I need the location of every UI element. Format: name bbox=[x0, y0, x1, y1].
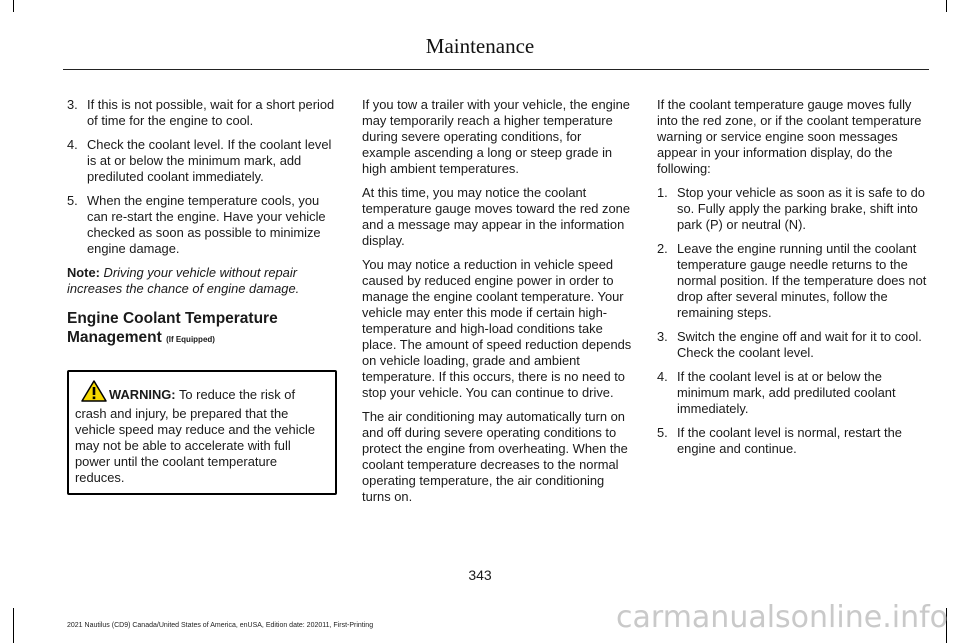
paragraph: The air conditioning may automatically turn on and off during severe operating conditions to protect the engine from overheating. When the coolant temperature decreases to the normal operating temperature, the air conditioning turns on. bbox=[362, 409, 628, 504]
step-text: If the coolant level is normal, restart the engine and continue. bbox=[677, 425, 902, 456]
step-number: 4. bbox=[67, 137, 78, 152]
step-text: If the coolant level is at or below the minimum mark, add prediluted coolant immediately. bbox=[677, 369, 896, 416]
page-title: Maintenance bbox=[425, 34, 535, 58]
intro-paragraph: If the coolant temperature gauge moves fully into the red zone, or if the coolant temperature warning or service engine soon messages appear in your information display, do the following: bbox=[657, 97, 922, 176]
crop-mark-top-left bbox=[13, 0, 14, 12]
list-item bbox=[657, 241, 929, 321]
paragraph: You may notice a reduction in vehicle speed caused by reduced engine power in order to manage the engine coolant temperature. Your vehicle may enter this mode if certain high-temperature and high-load conditions take place. The amount of speed reduction depends on vehicle loading, grade and ambient temperature. If this occurs, there is no need to stop your vehicle. You can continue to drive. bbox=[362, 257, 632, 400]
steps-list bbox=[657, 185, 929, 457]
list-item bbox=[657, 185, 929, 233]
edition-footer: 2021 Nautilus (CD9) Canada/United States of America, enUSA, Edition date: 202011, First-Printing bbox=[67, 622, 374, 629]
step-text: Stop your vehicle as soon as it is safe to do so. Fully apply the parking brake, shift into park (P) or neutral (N). bbox=[677, 185, 925, 232]
step-number: 5. bbox=[67, 193, 78, 208]
note-text: Driving your vehicle without repair increases the chance of engine damage. bbox=[67, 265, 300, 296]
list-item bbox=[657, 425, 929, 457]
step-text: Check the coolant level. If the coolant level is at or below the minimum mark, add prediluted coolant immediately. bbox=[87, 137, 332, 184]
step-text: Switch the engine off and wait for it to cool. Check the coolant level. bbox=[677, 329, 922, 360]
heading-line-2: Management bbox=[67, 329, 162, 346]
crop-mark-bottom-left bbox=[13, 608, 14, 643]
note-label: Note: bbox=[67, 265, 100, 280]
step-text: Leave the engine running until the coolant temperature gauge needle returns to the normal position. If the temperature does not drop after several minutes, follow the remaining steps. bbox=[677, 241, 927, 320]
list-item bbox=[67, 193, 337, 257]
crop-mark-top-right bbox=[946, 0, 947, 12]
list-item bbox=[657, 329, 929, 361]
warning-text: To reduce the risk of crash and injury, be prepared that the vehicle speed may reduce and the vehicle may not be able to accelerate with full power until the coolant temperature reduces. bbox=[75, 387, 316, 485]
step-number: 3. bbox=[657, 329, 668, 344]
step-text: If this is not possible, wait for a short period of time for the engine to cool. bbox=[87, 97, 335, 128]
column-right bbox=[657, 97, 929, 465]
step-number: 5. bbox=[657, 425, 668, 440]
watermark: carmanualsonline.info bbox=[616, 600, 948, 635]
list-item bbox=[67, 137, 337, 185]
heading-line-1: Engine Coolant Temperature bbox=[67, 310, 278, 327]
page-number: 343 bbox=[468, 567, 492, 583]
paragraph: If you tow a trailer with your vehicle, the engine may temporarily reach a higher temperature during severe operating conditions, for example ascending a long or steep grade in high ambient temperatures. bbox=[362, 97, 630, 176]
step-number: 4. bbox=[657, 369, 668, 384]
list-item bbox=[67, 97, 337, 129]
heading-suffix: (If Equipped) bbox=[166, 335, 215, 344]
list-item bbox=[657, 369, 929, 417]
warning-label: WARNING: bbox=[109, 387, 176, 402]
paragraph: At this time, you may notice the coolant temperature gauge moves toward the red zone and a message may appear in the information display. bbox=[362, 185, 630, 248]
section-heading bbox=[67, 309, 337, 349]
note-paragraph bbox=[67, 265, 337, 297]
step-number: 2. bbox=[657, 241, 668, 256]
step-number: 1. bbox=[657, 185, 668, 200]
column-middle bbox=[362, 97, 632, 513]
warning-box bbox=[67, 370, 337, 495]
header-divider bbox=[63, 69, 929, 70]
step-number: 3. bbox=[67, 97, 78, 112]
column-left bbox=[67, 97, 337, 495]
step-text: When the engine temperature cools, you can re-start the engine. Have your vehicle checked as soon as possible to minimize engine damage. bbox=[87, 193, 326, 256]
steps-list-continued bbox=[67, 97, 337, 257]
warning-triangle-icon bbox=[81, 380, 107, 406]
